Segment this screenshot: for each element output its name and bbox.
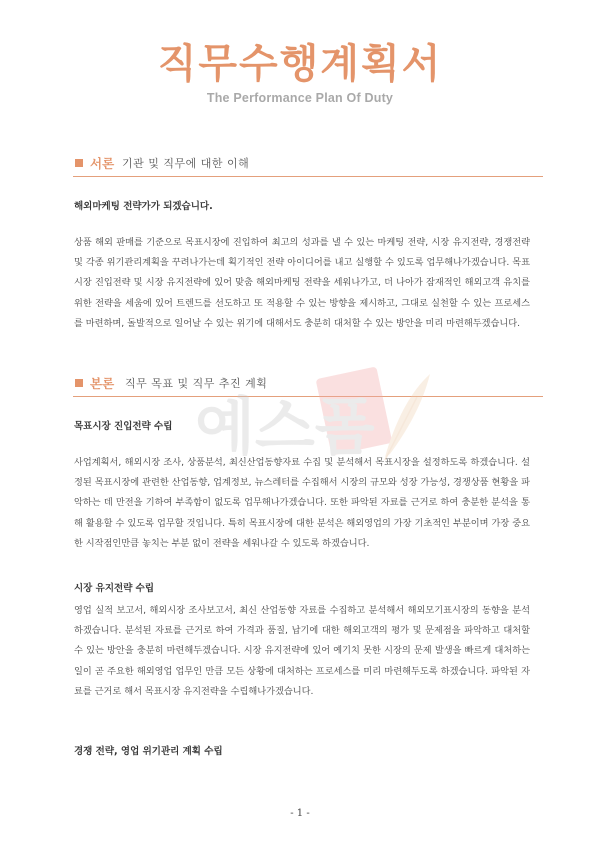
paragraph: 사업계획서, 해외시장 조사, 상품분석, 최신산업동향자료 수집 및 분석해서 목표시장을 설정하도록 하겠습니다. 설정된 목표시장에 관련한 산업동향, 업계정보, 뉴스레터를 수집해서 시장의 규모와 성장 가능성, 경쟁상품 현황을 파악하는 데 만전을 기하여 부족함이 없도록 업무해나가겠습니다. 또한 파악된 자료를 근거로 하여 충분한 분석을 통해 활용할 수 있도록 업무할 것입니다. 특히 목표시장에 대한 분석은 해외영업의 가장 기초적인 부분이며 가장 중요한 시작점인만큼 놓치는 부분 없이 전략을 세워나갈 수 있도록 하겠습니다. — [74, 457, 530, 549]
section-label: 기관 및 직무에 대한 이해 — [122, 157, 250, 170]
square-bullet-icon — [75, 379, 83, 387]
document-subtitle: The Performance Plan Of Duty — [206, 91, 394, 105]
subheading: 시장 유지전략 수립 — [74, 583, 155, 594]
subheading: 목표시장 진입전략 수립 — [74, 421, 173, 432]
section-label: 직무 목표 및 직무 추진 계획 — [125, 377, 268, 390]
section-tag: 본론 — [90, 376, 115, 391]
paragraph: 상품 해외 판매를 기준으로 목표시장에 진입하여 최고의 성과를 낼 수 있는 마케팅 전략, 시장 유지전략, 경쟁전략 및 각종 위기관리계획을 꾸려나가는데 획기적인 전략 아이디어를 내고 실행할 수 있도록 업무해나가겠습니다. 목표시장 진입전략 및 시장 유지전략에 있어 맞춤 해외마케팅 전략을 세워나가고, 더 나아가 잠재적인 해외고객 유치를 위한 전략을 세움에 있어 트렌드를 선도하고 또 적용할 수 있는 방향을 제시하고, 그대로 실천할 수 있는 프로세스를 마련하며, 돌발적으로 일어날 수 있는 위기에 대해서도 충분히 대처할 수 있는 방안을 미리 마련해두겠습니다. — [74, 237, 530, 329]
document-title: 직무수행계획서 — [157, 41, 443, 87]
subheading: 해외마케팅 전략가가 되겠습니다. — [74, 201, 213, 212]
section-tag: 서론 — [90, 156, 115, 171]
document-title-block — [0, 38, 600, 105]
square-bullet-icon — [75, 159, 83, 167]
section-heading-body — [73, 374, 543, 397]
page-number: - 1 - — [290, 808, 310, 819]
section-heading-intro — [73, 154, 543, 177]
paragraph: 영업 실적 보고서, 해외시장 조사보고서, 최신 산업동향 자료를 수집하고 분석해서 해외모기표시장의 동향을 분석하겠습니다. 분석된 자료를 근거로 하여 가격과 품질, 납기에 대한 해외고객의 평가 및 문제점을 파악하고 대처할 수 있는 방안을 충분히 마련해두겠습니다. 시장 유지전략에 있어 예기치 못한 시장의 문제 발생을 빠르게 대처하는 일이 곧 주요한 해외영업 업무인 만큼 모든 상황에 대처하는 프로세스를 미리 마련해두도록 하겠습니다. 파악된 자료를 근거로 해서 목표시장 유지전략을 수립해나가겠습니다. — [74, 605, 530, 697]
svg-text:예스폼: 예스폼 — [195, 390, 375, 463]
subheading: 경쟁 전략, 영업 위기관리 계획 수립 — [74, 746, 223, 757]
